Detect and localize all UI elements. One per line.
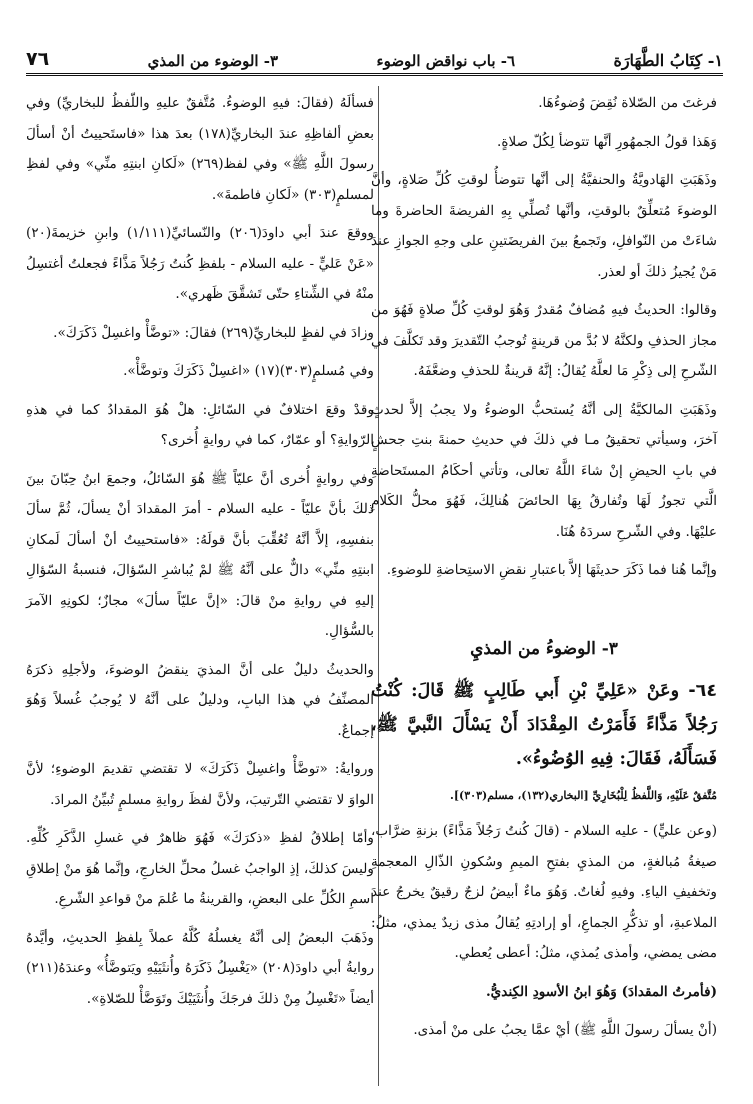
paragraph: ووقعَ عندَ أبي داودَ(٢٠٦) والنّسائيِّ(١/١١١) وابنِ خزيمةَ(٢٠) «عَنْ عَليٍّ - عليه السلام - بلفظِ كُنتُ رَجُلاً مَذَّاءً فجعلتُ أغتسِلُ منْهُ في الشِّتاءِ حتّى تَشقَّقَ ظَهري». (26, 225, 374, 302)
paragraph: فرغتَ من الصّلاة نُقِضَ وُضوءُهَا. (538, 95, 717, 111)
header-rule (26, 73, 723, 76)
paragraph: وَهَذا قولُ الجمهُورِ أنَّها تتوضأ لِكُلّ صلاةٍ. (497, 133, 717, 150)
paragraph: (أنْ يسألَ رسولَ اللَّهِ ﷺ) أيْ عمَّا يجبُ على منْ أمذى. (413, 1022, 717, 1038)
paragraph: وقدْ وقعَ اختلافٌ في السّائلِ: هلْ هُوَ المقدادُ كما في هذهِ الرّوايةِ؟ أو عمّارٌ، كما في روايةٍ أُخرى؟ (26, 401, 374, 448)
paragraph: وفي مُسلمٍ(٣٠٣)(١٧) «اغسِلْ ذَكَرَكَ وتوضَّأْ». (123, 363, 374, 379)
paragraph: وأمّا إطلاقُ لفظِ «ذكرَكَ» فَهُوَ ظاهرٌ في غسلِ الذَّكَرِ كُلِّهِ. وليسَ كذلكَ، إذِ الواجبُ غسلُ محلِّ الخارجِ، وإنَّما هُوَ منْ إطلاقِ اسمِ الكُلِّ على البعضِ، والقرينةُ ما عُلمَ منْ قواعدِ الشّرعِ. (26, 830, 374, 907)
hadith-body: وعَنْ «عَلِيِّ بْنِ أَبي طَالِبٍ ﷺ قَالَ: كُنْتُ رَجُلاً مَذَّاءً فَأَمَرْتُ المِقْدَادَ أَنْ يَسْأَلَ النَّبيَّ ﷺ، فَسَأَلَهُ، فَقَالَ: فِيهِ الوُضُوءُ». (371, 681, 717, 769)
hadith-reference: مُتَّفقٌ عَلَيْهِ، وَاللَّفظُ لِلْبُخَارِيِّ [البخاري(١٣٢)، مسلم(٣٠٣)]. (450, 789, 717, 802)
book-title: ١- كِتَابُ الطَّهَارَة (613, 51, 723, 70)
paragraph: وروايةُ: «توضَّأْ واغسِلْ ذَكَرَكَ» لا تقتضي تقديمَ الوضوءِ؛ لأنَّ الواوَ لا تقتضي التّرتيبَ، ولأنَّ لفظَ روايةِ مسلمٍ تُبيِّنُ المرادَ. (26, 761, 374, 808)
page-number: ٧٦ (26, 48, 50, 70)
paragraph: وذَهَبَتِ المالكيَّةُ إلى أنَّهُ يُستحبُّ الوضوءُ ولا يجبُ إلاَّ لحدثٍ آخرَ، وسيأتي تحقيقُ مـا في ذلكَ في حديثِ حمنةَ بنتِ جحشٍ في بابِ الحيضِ إنْ شاءَ اللَّهُ تعالى، وتأتي أحكَامُ المستَحاضةِ الَّتي تجوزُ لَهَا وتُفارقُ بِهَا الحائضَ هُنالِكَ، فَهُوَ محلُّ الكَلامِ عليْهَا. وفي الشّرحِ سردَهُ هُنَا. (371, 401, 717, 540)
paragraph: وذَهَبَتِ الهَادويَّةُ والحنفيَّةُ إلى أنَّها تتوضأُ لوقتِ كُلِّ صَلاةٍ، وأنَّ الوضوءَ مُتعلِّقٌ بالوقتِ، وأنَّها تُصلِّي بِهِ الفريضةَ الحاضرةَ وما شاءَتْ من النّوافلِ، وتَجمعُ بينَ الفريضَتينِ على وجهِ الجوازِ عندَ مَنْ يُجيزُ ذلكَ أو لعذر. (371, 172, 717, 280)
paragraph: (وعن عليٍّ) - عليه السلام - (قالَ كُنتُ رَجُلاً مَذَّاءً) بزنةِ ضرَّاب، صيغةُ مُبالغةٍ، من المذيِ بفتحِ الميمِ وسُكونِ الذّالِ المعجمةِ وتخفيفِ الياءِ. وفيهِ لُغاتٌ. وَهُوَ ماءٌ أبيضُ لزجٌ رقيقٌ يخرجُ عندَ الملاعبةِ، أو تذكُّرِ الجماعِ، أو إرادتِهِ يُقالُ مذى زيدٌ يمذي، مثلُ: مضى يمضي، وأمذى يُمذي، مثلُ: أعطى يُعطي. (371, 823, 717, 961)
paragraph: فسألَهُ (فقالَ: فيهِ الوضوءُ. مُتَّفقٌ عليهِ واللّفظُ للبخاريِّ) وفي بعضِ ألفاظِهِ عندَ البخاريِّ(١٧٨) بعدَ هذا «فاستَحييتُ أنْ أسألَ رسولَ اللَّهِ ﷺ» وفي لفظ(٢٦٩) «لَكانِ ابنتِهِ منِّي» وفي لفظِ لمسلمٍ(٣٠٣) «لَكانِ فاطمةَ». (26, 95, 375, 203)
paragraph: (فأمرتُ المقدادَ) وَهُوَ ابنُ الأسودِ الكِنديُّ. (485, 983, 717, 1000)
paragraph: وذَهَبَ البعضُ إلى أنَّهُ يغسلُهُ كُلَّهُ عملاً بِلفظِ الحديثِ، وأيَّدهُ روايةُ أبي داودَ(٢٠٨) «يَغْسِلُ ذَكَرَهُ وأُنثَيَيْهِ ويَتوضَّأُ» وعندَهُ(٢١١) أيضاً «تَغْسِلُ مِنْ ذلكَ فرجَكَ وأُنثَيَيْكَ وتَوَضَّأْ للصّلاةِ». (26, 929, 375, 1007)
chapter-title: ٦- باب نواقض الوضوء (376, 52, 516, 70)
paragraph: وزادَ في لفظٍ للبخاريِّ(٢٦٩) فقالَ: «توضَّأْ واغسِلْ ذَكَرَكَ». (53, 324, 374, 341)
section-header: ٣- الوضوء من المذي (147, 52, 279, 70)
paragraph: والحديثُ دليلٌ على أنَّ المذيَ ينقضُ الوضوءَ، ولأجلِهِ ذكرَهُ المصنِّفُ في هذا البابِ، ودليلٌ على أنَّهُ لا يُوجبُ غُسلاً وَهُوَ إجماعٌ. (26, 661, 374, 739)
hadith-text (371, 674, 717, 776)
paragraph: وفي روايةٍ أُخرى أنَّ عليّاً ﷺ هُوَ السّائلُ، وجمعَ ابنُ حِبّانَ بينَ ذلكَ بأنَّ عليّاً - عليه السلام - أمرَ المقدادَ أنْ يسألَ، ثُمَّ سألَ بنفسِهِ، إلاَّ أنَّهُ تُعُقِّبَ بأنَّ قولَهُ: «فاستحييتُ أنْ أسألَ لَمكانِ ابنتِهِ منِّي» دالٌّ على أنَّهُ ﷺ لمْ يُباشرِ السّؤالَ، فنسبةُ السّؤالِ إليهِ في روايةِ منْ قالَ: «إنَّ عليّاً سألَ» مجازٌ؛ لكونِهِ الآمرَ بالسُّؤالِ. (26, 470, 374, 639)
hadith-number: ٦٤- (688, 681, 718, 701)
paragraph: وإنَّما هُنا فما ذَكَرَ حديثَهَا إلاَّ باعتبارِ نقضِ الاستِحاضةِ للوضوءِ. (386, 562, 717, 578)
running-header (26, 44, 723, 70)
paragraph: وقالوا: الحديثُ فيهِ مُضافٌ مُقدرٌ وَهُوَ لوقتِ كُلِّ صلاةٍ فَهُوَ من مجاز الحذفِ ولكنَّهُ لا بُدَّ من قرينةٍ تُوجبُ التّقديرَ وقد تَكلَّفَ في الشّرحِ إلى ذِكْرِ مَا لعلَّهُ يُقالُ: إنَّهُ قرينةٌ للحذفِ وضعَّفَهُ. (371, 302, 717, 379)
left-column (26, 88, 374, 1022)
right-column (371, 88, 717, 1054)
section-title: ٣- الوضوءُ من المذيِ (470, 638, 618, 659)
